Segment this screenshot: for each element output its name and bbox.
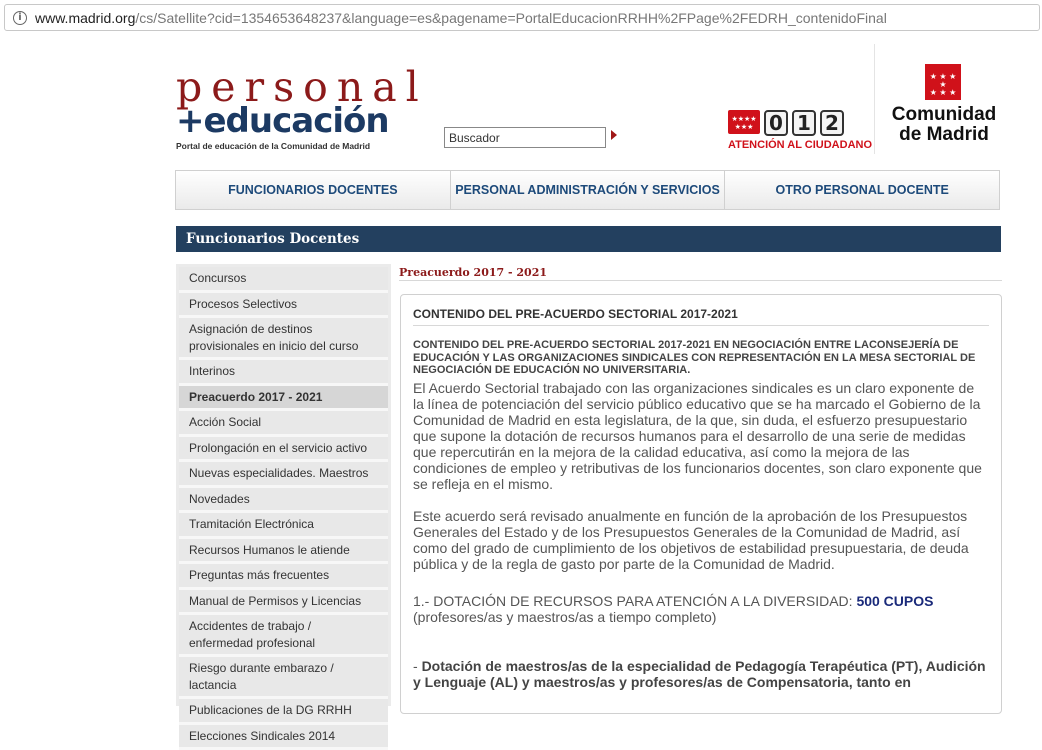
comunidad-madrid-logo[interactable] xyxy=(884,64,1004,145)
point-1-separator: : xyxy=(849,593,857,609)
cam-logo-line1: Comunidad xyxy=(884,105,1004,125)
nav-personal-administracion[interactable]: PERSONAL ADMINISTRACIÓN Y SERVICIOS xyxy=(451,171,726,209)
browser-url-bar xyxy=(0,0,1042,36)
header-divider xyxy=(874,44,875,154)
main-navigation xyxy=(175,170,1000,210)
point-2 xyxy=(413,658,987,690)
content-panel xyxy=(400,294,1002,714)
sidebar-item-concursos[interactable]: Concursos xyxy=(179,267,388,293)
sidebar-item-prolongacion[interactable]: Prolongación en el servicio activo xyxy=(179,437,388,463)
url-path: /cs/Satellite?cid=1354653648237&language=es&pagename=PortalEducacionRRHH%2FPage%2FEDRH_contenidoFinal xyxy=(135,10,886,26)
point-2-prefix: - xyxy=(413,658,422,674)
badge-label: ATENCIÓN AL CIUDADANO xyxy=(728,139,873,151)
page-heading: Preacuerdo 2017 - 2021 xyxy=(399,266,1002,281)
url-host: www.madrid.org xyxy=(35,10,135,26)
sidebar-item-accion-social[interactable]: Acción Social xyxy=(179,411,388,437)
address-field[interactable] xyxy=(4,4,1040,31)
point-1 xyxy=(413,593,987,625)
sidebar-item-procesos-selectivos[interactable]: Procesos Selectivos xyxy=(179,293,388,319)
url-text[interactable] xyxy=(35,10,887,26)
digit-box: 0 xyxy=(764,110,788,136)
nav-otro-personal-docente[interactable]: OTRO PERSONAL DOCENTE xyxy=(725,171,999,209)
sidebar-item-publicaciones[interactable]: Publicaciones de la DG RRHH xyxy=(179,699,388,725)
logo-line-educacion: +educación xyxy=(176,104,428,138)
madrid-flag-icon: ★ ★ ★ ★ ★ ★ ★ xyxy=(925,64,961,100)
content-paragraph: Este acuerdo será revisado anualmente en función de la aprobación de los Presupuestos Generales del Estado y de los Presupuestos Generales de la Comunidad de Madrid, así como del grado de cumplimiento de los objetivos de estabilidad presupuestaria, de deuda pública y de la regla de gasto por parte de la Comunidad de Madrid. xyxy=(413,508,987,572)
logo-subtitle: Portal de educación de la Comunidad de Madrid xyxy=(176,141,428,151)
point-1-note: (profesores/as y maestros/as a tiempo completo) xyxy=(413,609,716,625)
info-icon[interactable]: i xyxy=(13,11,27,25)
point-1-title: 1.- DOTACIÓN DE RECURSOS PARA ATENCIÓN A LA DIVERSIDAD xyxy=(413,593,849,609)
sidebar-item-elecciones[interactable]: Elecciones Sindicales 2014 xyxy=(179,725,388,750)
sidebar-item-preacuerdo[interactable]: Preacuerdo 2017 - 2021 xyxy=(179,386,388,412)
search-submit-arrow-icon[interactable] xyxy=(611,130,617,140)
sidebar-item-preguntas[interactable]: Preguntas más frecuentes xyxy=(179,564,388,590)
site-logo[interactable] xyxy=(176,70,428,151)
search-input[interactable] xyxy=(444,127,606,148)
sidebar-menu xyxy=(176,264,391,706)
sidebar-item-tramitacion[interactable]: Tramitación Electrónica xyxy=(179,513,388,539)
nav-funcionarios-docentes[interactable]: FUNCIONARIOS DOCENTES xyxy=(176,171,451,209)
content-paragraph: El Acuerdo Sectorial trabajado con las organizaciones sindicales es un claro exponente de la línea de potenciación del servicio público educativo que se ha marcado el Gobierno de la Comunidad de Madrid en esta legislatura, de la que, sin duda, el esfuerzo presupuestario que supone la dotación de recursos humanos para el desarrollo de una serie de medidas que repercutirán en la mejora de la calidad educativa, así como la mejora de las condiciones de empleo y retributivas de los funcionarios docentes, son claro exponente que se refleja en el mismo. xyxy=(413,380,987,492)
sidebar-item-interinos[interactable]: Interinos xyxy=(179,360,388,386)
cam-logo-line2: de Madrid xyxy=(884,125,1004,145)
sidebar-item-accidentes[interactable]: Accidentes de trabajo / enfermedad profesional xyxy=(179,615,388,657)
section-title-bar: Funcionarios Docentes xyxy=(176,226,1001,252)
sidebar-item-nuevas-especialidades[interactable]: Nuevas especialidades. Maestros xyxy=(179,462,388,488)
point-2-text: Dotación de maestros/as de la especialidad de Pedagogía Terapéutica (PT), Audición y Lenguaje (AL) y maestros/as y profesores/as de Compensatoria, tanto en xyxy=(413,658,986,690)
content-subtitle: CONTENIDO DEL PRE-ACUERDO SECTORIAL 2017-2021 EN NEGOCIACIÓN ENTRE LACONSEJERÍA DE EDUCACIÓN Y LAS ORGANIZACIONES SINDICALES CON REPRESENTACIÓN EN LA MESA SECTORIAL DE NEGOCIACIÓN DE EDUCACIÓN NO UNIVERSITARIA. xyxy=(413,339,987,377)
sidebar-item-rrhh-atiende[interactable]: Recursos Humanos le atiende xyxy=(179,539,388,565)
madrid-stars-icon: ★★★★ ★★★ xyxy=(728,110,760,134)
sidebar-item-riesgo-embarazo[interactable]: Riesgo durante embarazo / lactancia xyxy=(179,657,388,699)
digit-box: 1 xyxy=(792,110,816,136)
digit-box: 2 xyxy=(820,110,844,136)
atencion-012-badge[interactable] xyxy=(728,110,870,154)
sidebar-item-novedades[interactable]: Novedades xyxy=(179,488,388,514)
point-1-value: 500 CUPOS xyxy=(856,593,933,609)
sidebar-item-manual-permisos[interactable]: Manual de Permisos y Licencias xyxy=(179,590,388,616)
content-title: CONTENIDO DEL PRE-ACUERDO SECTORIAL 2017-2021 xyxy=(413,307,989,326)
sidebar-item-asignacion-destinos[interactable]: Asignación de destinos provisionales en inicio del curso xyxy=(179,318,388,360)
logo-line-personal: personal xyxy=(176,70,428,104)
